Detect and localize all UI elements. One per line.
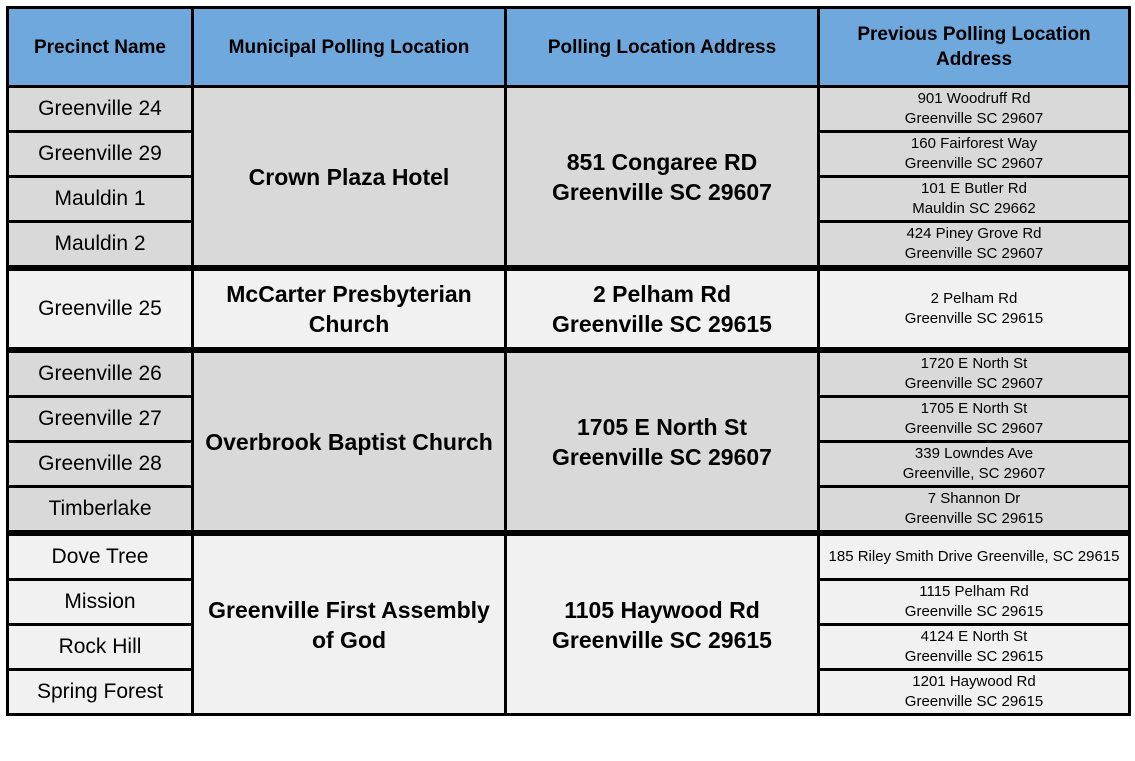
previous-address-cell	[819, 533, 1130, 580]
previous-address-cell	[819, 487, 1130, 534]
precinct-name-cell: Spring Forest	[8, 670, 193, 715]
text-line: Greenville, SC 29607	[902, 465, 1046, 482]
precinct-name-cell: Mission	[8, 580, 193, 625]
precinct-name-cell: Greenville 24	[8, 87, 193, 132]
previous-address-cell	[819, 625, 1130, 670]
location-group	[8, 87, 1130, 269]
precinct-name-cell: Rock Hill	[8, 625, 193, 670]
text-line: 4124 E North St	[920, 628, 1028, 645]
previous-address-cell	[819, 350, 1130, 397]
text-line: 7 Shannon Dr	[927, 490, 1021, 507]
municipal-polling-location-cell: Crown Plaza Hotel	[193, 87, 506, 269]
header-municipal-polling-location: Municipal Polling Location	[193, 8, 506, 87]
previous-address-cell	[819, 222, 1130, 269]
precinct-name-cell: Greenville 29	[8, 132, 193, 177]
text-line: Mauldin SC 29662	[912, 200, 1036, 217]
text-line: 1201 Haywood Rd	[912, 673, 1036, 690]
text-line: 901 Woodruff Rd	[917, 90, 1031, 107]
text-line: 1705 E North St	[920, 400, 1028, 417]
precinct-name-cell: Greenville 27	[8, 397, 193, 442]
text-line: 160 Fairforest Way	[910, 135, 1038, 152]
text-line: 1105 Haywood Rd	[564, 596, 760, 623]
text-line: 424 Piney Grove Rd	[906, 225, 1042, 242]
location-group	[8, 533, 1130, 715]
polling-location-address-cell	[506, 268, 819, 350]
text-line: Greenville SC 29607	[904, 420, 1044, 437]
header-precinct-name: Precinct Name	[8, 8, 193, 87]
text-line: Greenville SC 29615	[552, 626, 772, 653]
previous-address-cell	[819, 268, 1130, 350]
previous-address-cell	[819, 670, 1130, 715]
precinct-name-cell: Timberlake	[8, 487, 193, 534]
polling-locations-table	[6, 6, 1131, 716]
text-line: Greenville SC 29615	[904, 693, 1044, 710]
text-line: Greenville SC 29615	[904, 603, 1044, 620]
table-row	[8, 87, 1130, 132]
precinct-name-cell: Greenville 26	[8, 350, 193, 397]
location-group	[8, 350, 1130, 533]
text-line: Greenville SC 29607	[552, 443, 772, 470]
table-header	[8, 8, 1130, 87]
polling-location-address-cell	[506, 87, 819, 269]
header-row	[8, 8, 1130, 87]
text-line: 339 Lowndes Ave	[914, 445, 1034, 462]
text-line: Greenville SC 29607	[904, 110, 1044, 127]
text-line: Greenville SC 29615	[904, 310, 1044, 327]
text-line: 185 Riley Smith Drive Greenville, SC 29615	[828, 548, 1120, 565]
municipal-polling-location-cell: Overbrook Baptist Church	[193, 350, 506, 533]
previous-address-cell	[819, 132, 1130, 177]
polling-location-address-cell	[506, 533, 819, 715]
header-polling-location-address: Polling Location Address	[506, 8, 819, 87]
previous-address-cell	[819, 87, 1130, 132]
previous-address-cell	[819, 580, 1130, 625]
polling-location-address-cell	[506, 350, 819, 533]
table-row	[8, 533, 1130, 580]
text-line: 1705 E North St	[577, 413, 747, 440]
text-line: Greenville SC 29607	[904, 375, 1044, 392]
table-row	[8, 350, 1130, 397]
precinct-name-cell: Greenville 25	[8, 268, 193, 350]
text-line: Greenville SC 29615	[904, 510, 1044, 527]
text-line: 101 E Butler Rd	[921, 180, 1027, 197]
precinct-name-cell: Greenville 28	[8, 442, 193, 487]
text-line: Greenville SC 29607	[904, 245, 1044, 262]
location-group	[8, 268, 1130, 350]
municipal-polling-location-cell: Greenville First Assembly of God	[193, 533, 506, 715]
text-line: Greenville SC 29615	[552, 311, 772, 337]
text-line: 851 Congaree RD	[566, 148, 758, 175]
precinct-name-cell: Mauldin 1	[8, 177, 193, 222]
municipal-polling-location-cell: McCarter Presbyterian Church	[193, 268, 506, 350]
text-line: Greenville SC 29607	[904, 155, 1044, 172]
header-previous-polling-location-address: Previous Polling Location Address	[819, 8, 1130, 87]
text-line: 2 Pelham Rd	[930, 290, 1018, 307]
text-line: 1115 Pelham Rd	[919, 583, 1029, 600]
table-row	[8, 268, 1130, 350]
previous-address-cell	[819, 177, 1130, 222]
precinct-name-cell: Dove Tree	[8, 533, 193, 580]
precinct-name-cell: Mauldin 2	[8, 222, 193, 269]
text-line: Greenville SC 29607	[552, 178, 772, 205]
text-line: 1720 E North St	[920, 355, 1028, 372]
text-line: Greenville SC 29615	[904, 648, 1044, 665]
text-line: 2 Pelham Rd	[592, 281, 732, 307]
previous-address-cell	[819, 397, 1130, 442]
previous-address-cell	[819, 442, 1130, 487]
